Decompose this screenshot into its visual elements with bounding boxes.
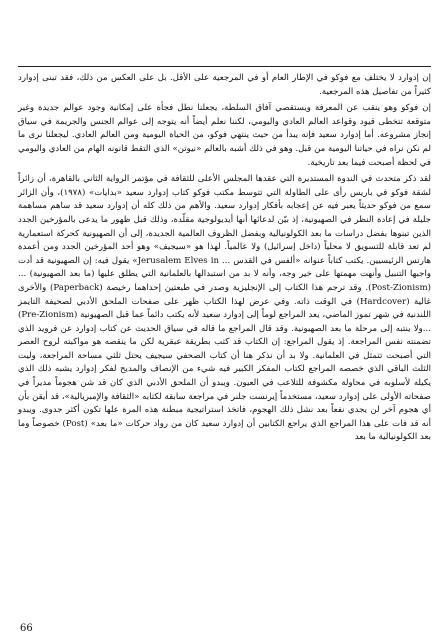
document-page — [18, 0, 431, 640]
paragraph-1: إن إدوارد لا يختلف مع فوكو في الإطار العام أو في المرجعية على الأقل. بل على العكس من ذلك، فقد تبنى إدوارد كثيراً من تفاصيل هذه المرجعية. — [18, 73, 431, 97]
paragraph-2: إن فوكو وهو ينقب عن المعرفة ويستقصي آفاق السلطة، يجعلنا نطل فجأة على إمكانية وجود عوالم جديدة وغير متوقعة تتخطى قيود وقواعد العالم العادي واليومي، لكننا نعلم أيضاً أنه يتوجه إلى عوالم الجنس والجريمة في سياق إنجاز مشروعه. أما إدوارد سعيد فإنه يبدأ من حيث ينتهي فوكو، من الحياة اليومية ومن العالم العادي. ليجعلنا نرى ما لم نكن نراه في حياتنا اليومية من قبل. وهو في ذلك أشبه بالعالم «نيوتن» الذي التقط قانونه الهام من العادي واليومي في لحظة أصبحت فيما بعد تاريخية. — [18, 103, 431, 168]
paragraph-3: لقد ذكر متحدث في الندوة المستديرة التي عقدها المجلس الأعلى للثقافة في مؤتمر الرواية الثاني بالقاهرة، أن زائراً لشقة فوكو في باريس رأى على الطاولة التي تتوسط مكتب فوكو كتاب إدوارد سعيد «بدايات» (١٩٧٨)، وأن الزائر سمع من فوكو حديثاً يعبر فيه عن إعجابه بأفكار إدوارد سعيد. والأهم من ذلك كله أن إدوارد سعيد قد ساهم مساهمة جليلة في إعادة النظر في الصهيونية، إذ بيّن لدعائها أنها أيديولوجية مقلّدة، وذلك قبل ظهور ما يدعى بالمؤرخين الجدد الذين تبنوها بفضل دراسات ما بعد الكولونيالية وبفضل الظروف العالمية الجديدة، إلى أن الصهيونية كحركة استعمارية لم تعد قابلة للتسويق لا محلياً (داخل إسرائيل) ولا عالمياً. لهذا هو «سيجيف» وهو أحد المؤرخين الجدد ومن أعمدة هارتس الرئيسيين. يكتب كتاباً عنوانه «ألفس في القدس ... Jerusalem Elves in» يقول فيه: إن الصهيونية قد أدت واجبها التنبيل وأنهت مهمتها على خير وجه، وأنه لا بد من استبدالها بالعلمانية التي يطلق عليها (ما بعد الصهيونية) ...(Post-Zionism). وقد ترجم هذا الكتاب إلى الإنجليزية وصدر في طبعتين إحداهما رخيصة (Paperback) والأخرى غالية (Hardcover) في الوقت ذاته. وفي عرض لهذا الكتاب ظهر على صفحات الملحق الأدبي لصحيفة التايمز اللندنية في شهر تموز الماضي، يعد المراجع لوماً إلى إدوارد سعيد لأنه يكتب دائماً عما قبل الصهيونية (Pre-Zionism) ...ولا ينتبه إلى مرحلة ما بعد الصهيونية. وقد قال المراجع ما قاله في سياق الحديث عن كتاب إدوارد عن فرويد الذي تضمنته نفس المراجعة. إذ يقول المراجع: إن الكتاب قد كتب بطريقة عبقرية لكن ما ينقصه هو مواكبته لروح العصر التي أصبحت تتمثل في العلمانية. ولا بد أن نذكر هنا أن كتاب الصحفي سيجيف يحتل ثلثي مساحة المراجعة، وليت الثلث الباقي الذي خصصه المراجع لكتاب المفكر الكبير فيه شيء من الإنصاف والمديح لفكر إدوارد يشبه ذلك الذي يكيله لأسلوبه في محاولة مكشوفة للتلاعب في العيون. ويبدو أن الملحق الأدبي الذي كان قد شن هجوماً مديراً في صفحاته الأولى على إدوارد سعيد، مستخدماً إيرنست جلنر في مراجعة سابقة لكتابه «الثقافة والإمبريالية»، قد أيقن بأن أي هجوم آخر لن يجدي نفعاً بعد نشل ذلك الهجوم، فاتخذ استراتيجية مبطنة هذه المرة علها تكون أكثر جدوى. ويبدو أنه قد فات على هذا المراجع الذي يراجع الكتابين أن إدوارد سعيد كان من رواد حركات «ما بعد» (Post) خصوصاً وما بعد الكولونيالية ما بعد — [18, 174, 431, 443]
body-text — [18, 72, 431, 445]
page-number: 66 — [20, 623, 33, 634]
header-rule — [18, 66, 431, 67]
